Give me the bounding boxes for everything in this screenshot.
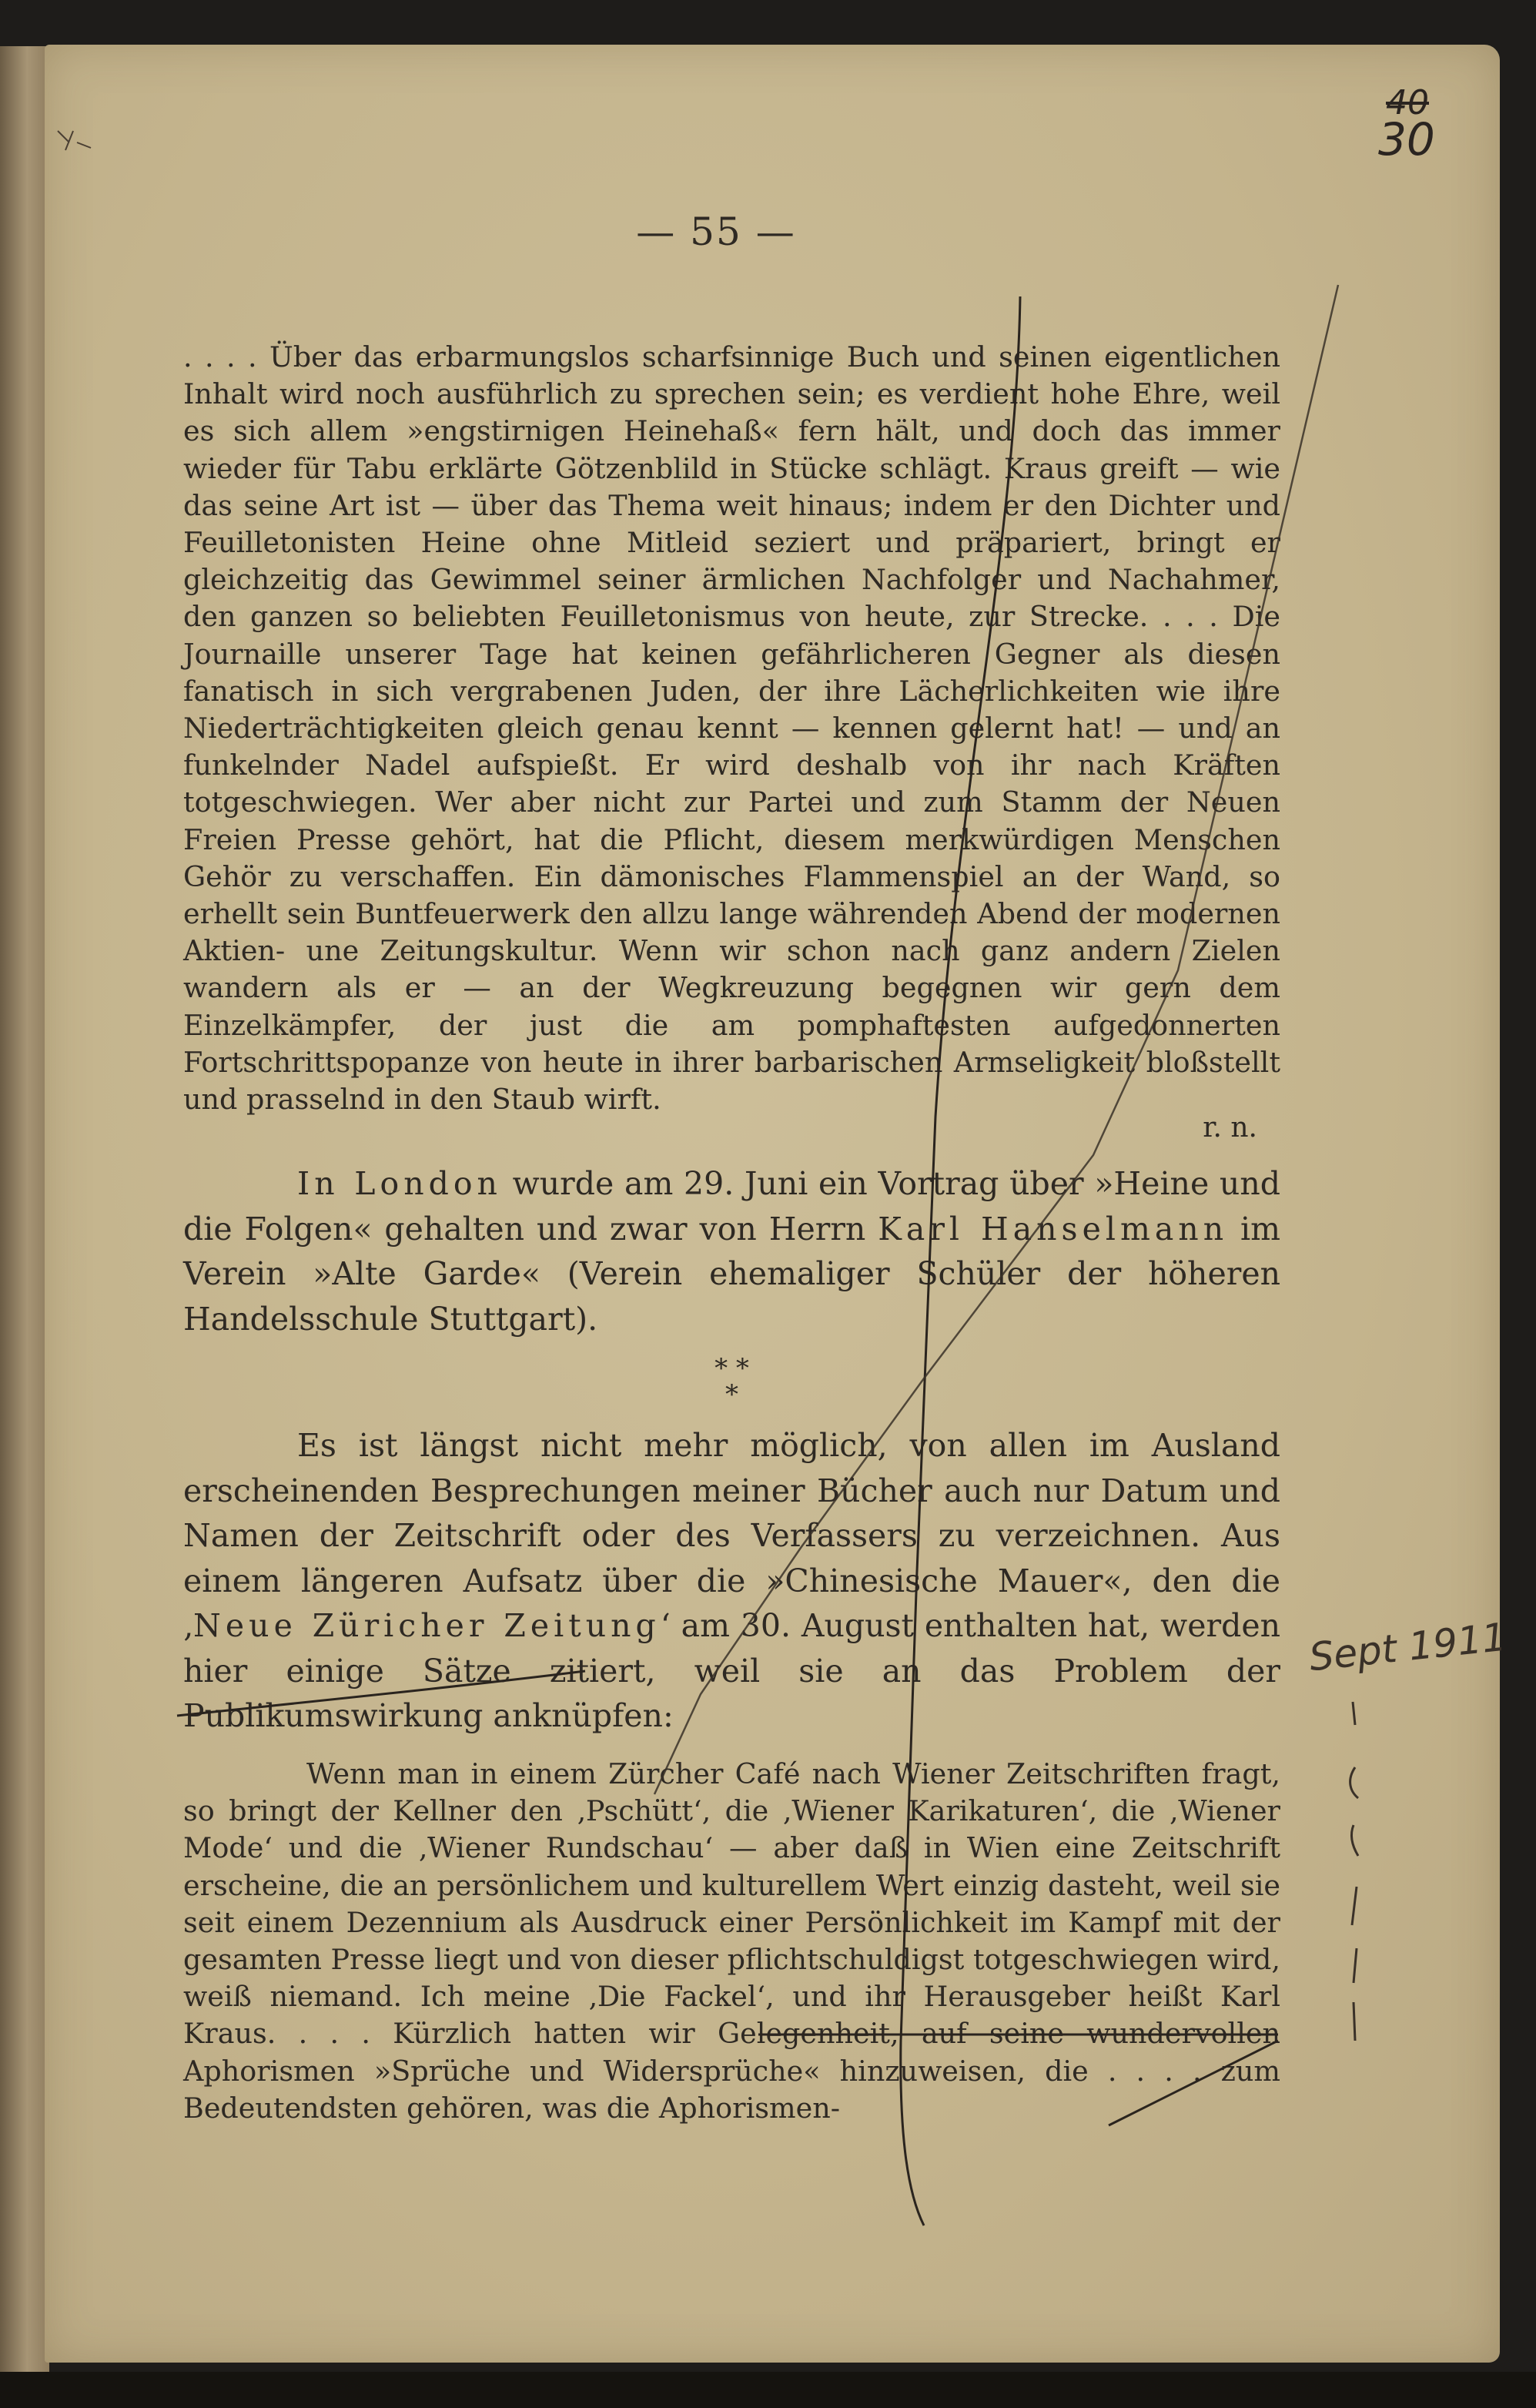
london-text: wurde am 29. Juni ein Vortrag über »Heine und die Folgen« gehalten und zwar von Herrn <box>183 1165 1280 1248</box>
folio-struck: 40 <box>1386 83 1429 122</box>
review-paragraph: . . . . Über das erbarmungslos scharfsinnige Buch und seinen eigentlichen Inhalt wird noch ausführlich zu sprechen sein; es verdient hohe Ehre, weil es sich allem »engstirnigen Heinehaß« fern hält, und doch das immer wieder für Tabu erklärte Götzenblild in Stücke schlägt. Kraus greift — wie das seine Art ist — über das Thema weit hinaus; indem er den Dichter und Feuilletonisten Heine ohne Mitleid seziert und präpariert, bringt er gleichzeitig das Gewimmel seiner ärmlichen Nachfolger und Nachahmer, den ganzen so beliebten Feuilletonismus von heute, zur Strecke. . . . Die Journaille unserer Tage hat keinen gefährlicheren Gegner als diesen fanatisch in sich vergrabenen Juden, der ihre Lächerlichkeiten wie ihre Niederträchtigkeiten gleich genau kennt — kennen gelernt hat! — und an funkelnder Nadel aufspießt. Er wird deshalb von ihr nach Kräften totgeschwiegen. Wer aber nicht zur Partei und zum Stamm der Neuen Freien Presse gehört, hat die Pflicht, diesem merkwürdigen Menschen Gehör zu verschaffen. Ein dämonisches Flammenspiel an der Wand, so erhellt sein Buntfeuerwerk den allzu lange währenden Abend der modernen Aktien- une Zeitungskultur. Wenn wir schon nach ganz andern Zielen wandern als er — an der Wegkreuzung begegnen wir gern dem Einzelkämpfer, der just die am pomphaftesten aufgedonnerten Fortschrittspopanze von heute in ihrer barbarischen Armseligkeit bloßstellt und prasselnd in den Staub wirft. <box>183 340 1280 1117</box>
pencil-vertical-line <box>901 296 1020 2225</box>
folio-number: 30 <box>1378 113 1435 166</box>
foreign-text-2: ‘ am 30. August enthalten hat, werden hier einige Sätze zitiert, weil sie an das Problem der Publikumswirkung anknüpfen: <box>183 1607 1281 1734</box>
pencil-underline <box>177 1671 585 1716</box>
margin-tick-3 <box>1352 1825 1358 1856</box>
speaker-name: Karl Hanselmann <box>878 1210 1229 1248</box>
corner-smudge <box>58 131 91 150</box>
london-lead: In London <box>297 1165 502 1202</box>
london-tail: im Verein »Alte Garde« (Verein ehemaliger Schüler der höheren Handelsschule Stuttgart). <box>183 1210 1281 1338</box>
review-signature: r. n. <box>1203 1112 1257 1144</box>
margin-tick-2 <box>1350 1767 1358 1798</box>
quoted-article: Wenn man in einem Zürcher Café nach Wiener Zeitschriften fragt, so bringt der Kellner den ‚Pschütt‘, die ‚Wiener Karikaturen‘, die ‚Wiener Mode‘ und die ‚Wiener Rundschau‘ — aber daß in Wien eine Zeitschrift erscheine, die an persönlichem und kulturellem Wert einzig dasteht, weil sie seit einem Dezennium als Ausdruck einer Persönlichkeit im Kampf mit der gesamten Presse liegt und von dieser pflichtschuldigst totgeschwiegen wird, weiß niemand. Ich meine ‚Die Fackel‘, und ihr Herausgeber heißt Karl Kraus. . . . Kürzlich hatten wir Gelegenheit, auf seine wundervollen Aphorismen »Sprüche und Widersprüche« hinzuweisen, die . . . . zum Bedeutendsten gehören, was die Aphorismen- <box>183 1757 1280 2125</box>
pencil-diagonal-line <box>654 285 1338 1794</box>
page-number: — 55 — <box>636 209 796 254</box>
margin-tick-1 <box>1353 1702 1355 1725</box>
foreign-text-1: Es ist längst nicht mehr möglich, von allen im Ausland erscheinenden Besprechungen meiner Bücher auch nur Datum und Namen der Zeitschrift oder des Verfassers zu verzeichnen. Aus einem längeren Aufsatz über die »Chinesische Mauer«, den die ‚ <box>183 1427 1280 1644</box>
newspaper-name: Neue Züricher Zeitung <box>193 1607 661 1644</box>
separator-bottom: * <box>725 1379 738 1410</box>
margin-annotation: Sept 1911 <box>1307 1614 1509 1680</box>
margin-tick-4 <box>1352 1887 1357 2041</box>
pencil-strike-2 <box>1109 2041 1278 2125</box>
separator-top: * * <box>714 1353 749 1384</box>
